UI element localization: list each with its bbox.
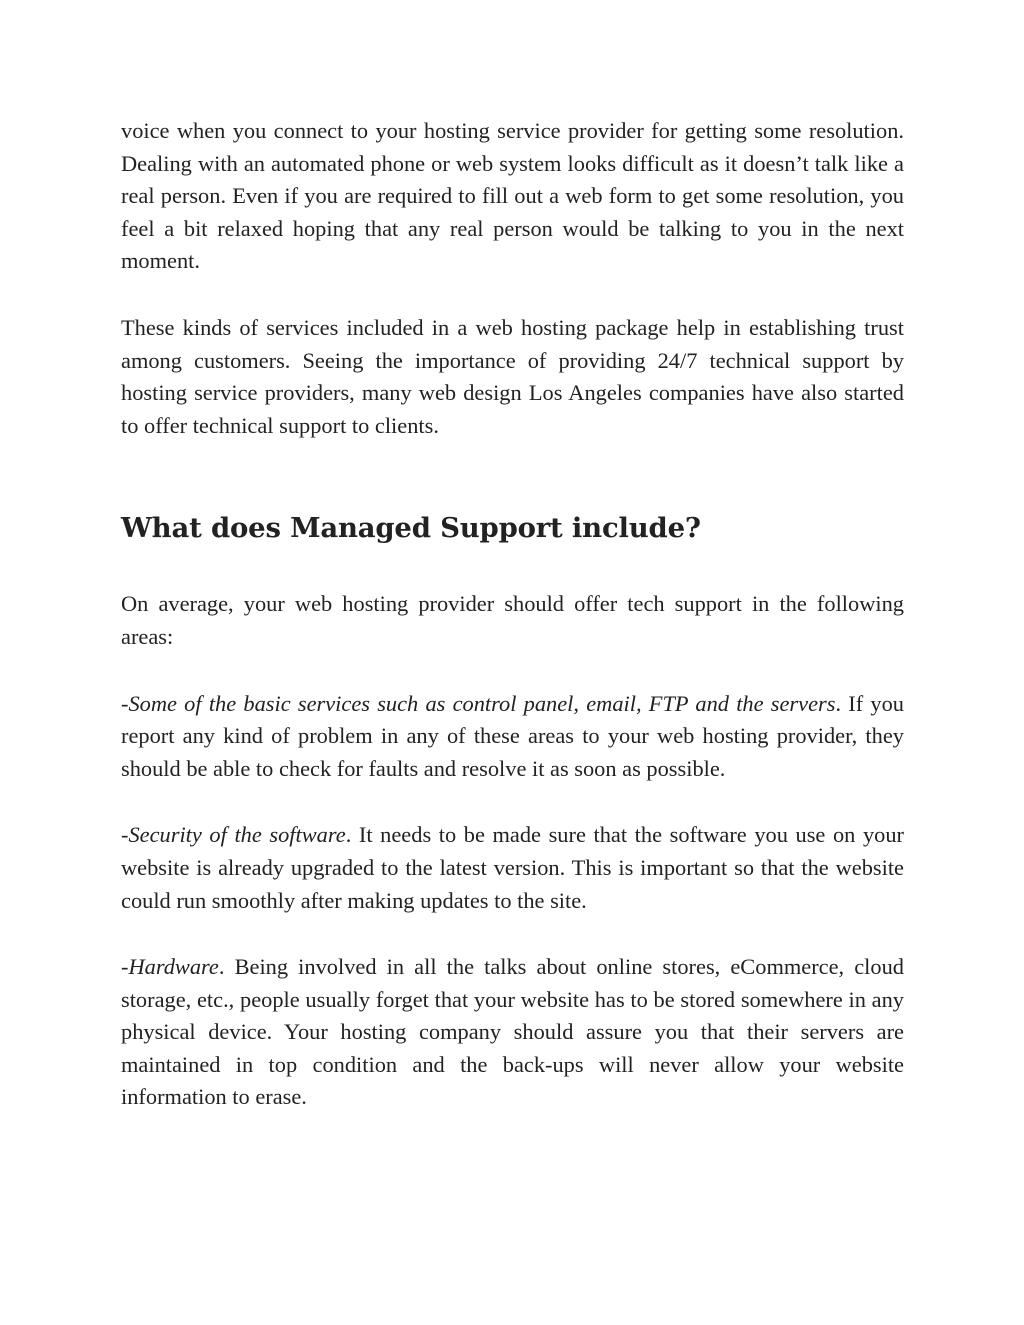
item-prefix: -: [121, 690, 129, 716]
section-heading: What does Managed Support include?: [121, 512, 701, 545]
list-item-basic-services: [121, 688, 904, 786]
list-item-hardware: [121, 951, 904, 1114]
item-emphasis: Security of the software: [128, 822, 346, 848]
paragraph-continued: voice when you connect to your hosting service provider for getting some resolution. Dealing with an automated phone or web system looks difficult as it doesn’t talk like a real person. Even if you are required to fill out a web form to get some resolution, you feel a bit relaxed hoping that any real person would be talking to you in the next moment.: [121, 118, 904, 274]
item-prefix: -: [121, 954, 129, 980]
item-emphasis: Hardware: [128, 954, 219, 980]
item-prefix: -: [121, 822, 129, 848]
item-text: . If you report any kind of problem in any of these areas to your web hosting provider, they should be able to check for faults and resolve it as soon as possible.: [121, 690, 904, 781]
paragraph-intro: On average, your web hosting provider should offer tech support in the following areas:: [121, 591, 904, 649]
item-text: . Being involved in all the talks about online stores, eCommerce, cloud storage, etc., people usually forget that your website has to be stored somewhere in any physical device. Your hosting company should assure you that their servers are maintained in top condition and the back-ups will never allow your website information to erase.: [121, 954, 904, 1110]
paragraph-trust: These kinds of services included in a web hosting package help in establishing trust among customers. Seeing the importance of providing 24/7 technical support by hosting service providers, many web design Los Angeles companies have also started to offer technical support to clients.: [121, 314, 904, 438]
item-text: . It needs to be made sure that the software you use on your website is already upgraded to the latest version. This is important so that the website could run smoothly after making updates to the site.: [121, 822, 904, 913]
document-page: [121, 115, 904, 1114]
item-emphasis: Some of the basic services such as control panel, email, FTP and the servers: [128, 690, 836, 716]
list-item-security: [121, 819, 904, 917]
